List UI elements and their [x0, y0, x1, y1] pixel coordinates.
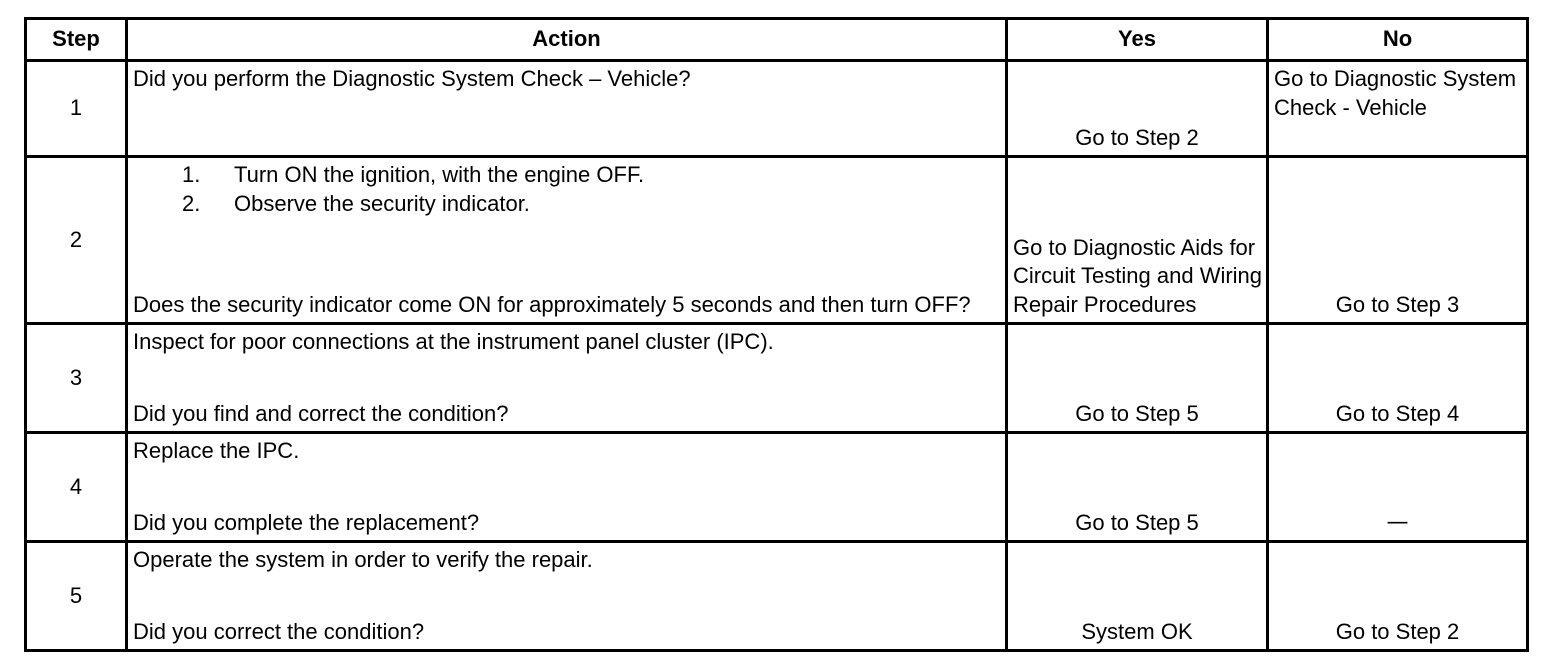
- action-text: Inspect for poor connections at the instrument panel cluster (IPC).: [133, 329, 774, 354]
- action-cell: [127, 61, 1007, 157]
- table-row: [26, 157, 1528, 324]
- table-row: [26, 324, 1528, 433]
- table-header-row: [26, 19, 1528, 61]
- action-cell: [127, 324, 1007, 433]
- action-list-text: Turn ON the ignition, with the engine OFF.: [234, 162, 645, 187]
- action-list-item: [133, 190, 1005, 219]
- action-cell: [127, 433, 1007, 542]
- no-result: —: [1386, 509, 1409, 535]
- yes-result: Go to Step 5: [1075, 400, 1199, 426]
- no-cell: [1268, 433, 1528, 542]
- no-result: Go to Step 2: [1335, 618, 1460, 644]
- yes-result: System OK: [1081, 618, 1193, 644]
- yes-cell: [1007, 433, 1268, 542]
- diagnostic-table: [24, 17, 1529, 652]
- no-result: Go to Step 4: [1335, 400, 1460, 426]
- header-no: No: [1268, 19, 1528, 61]
- action-list-text: Observe the security indicator.: [234, 190, 530, 216]
- yes-cell: [1007, 61, 1268, 157]
- step-number: 1: [26, 61, 127, 157]
- action-question: Did you find and correct the condition?: [133, 400, 509, 426]
- action-question: Does the security indicator come ON for approximately 5 seconds and then turn OFF?: [133, 291, 971, 317]
- yes-cell: [1007, 542, 1268, 651]
- step-number: 3: [26, 324, 127, 433]
- action-list-item: [133, 161, 1005, 190]
- action-list-number: 1.: [182, 162, 201, 187]
- table-row: [26, 542, 1528, 651]
- table-row: [26, 61, 1528, 157]
- action-text: Replace the IPC.: [133, 438, 300, 463]
- yes-result: Go to Diagnostic Aids for Circuit Testing and Wiring Repair Procedures: [1013, 234, 1263, 317]
- step-number: 2: [26, 157, 127, 324]
- no-cell: [1268, 324, 1528, 433]
- header-yes: Yes: [1007, 19, 1268, 61]
- no-result: Go to Diagnostic System Check - Vehicle: [1274, 66, 1517, 120]
- yes-result: Go to Step 2: [1075, 124, 1199, 150]
- action-text: Operate the system in order to verify the repair.: [133, 547, 593, 572]
- no-result: Go to Step 3: [1335, 291, 1460, 317]
- no-cell: [1268, 157, 1528, 324]
- yes-cell: [1007, 324, 1268, 433]
- step-number: 5: [26, 542, 127, 651]
- no-cell: [1268, 542, 1528, 651]
- yes-result: Go to Step 5: [1075, 509, 1199, 535]
- action-list-number: 2.: [182, 190, 201, 216]
- action-question: Did you correct the condition?: [133, 618, 425, 644]
- action-cell: [127, 542, 1007, 651]
- no-cell: [1268, 61, 1528, 157]
- yes-cell: [1007, 157, 1268, 324]
- action-question: Did you complete the replacement?: [133, 509, 480, 535]
- action-cell: [127, 157, 1007, 324]
- action-text: Did you perform the Diagnostic System Check – Vehicle?: [133, 66, 691, 91]
- table-row: [26, 433, 1528, 542]
- step-number: 4: [26, 433, 127, 542]
- header-action: Action: [127, 19, 1007, 61]
- header-step: Step: [26, 19, 127, 61]
